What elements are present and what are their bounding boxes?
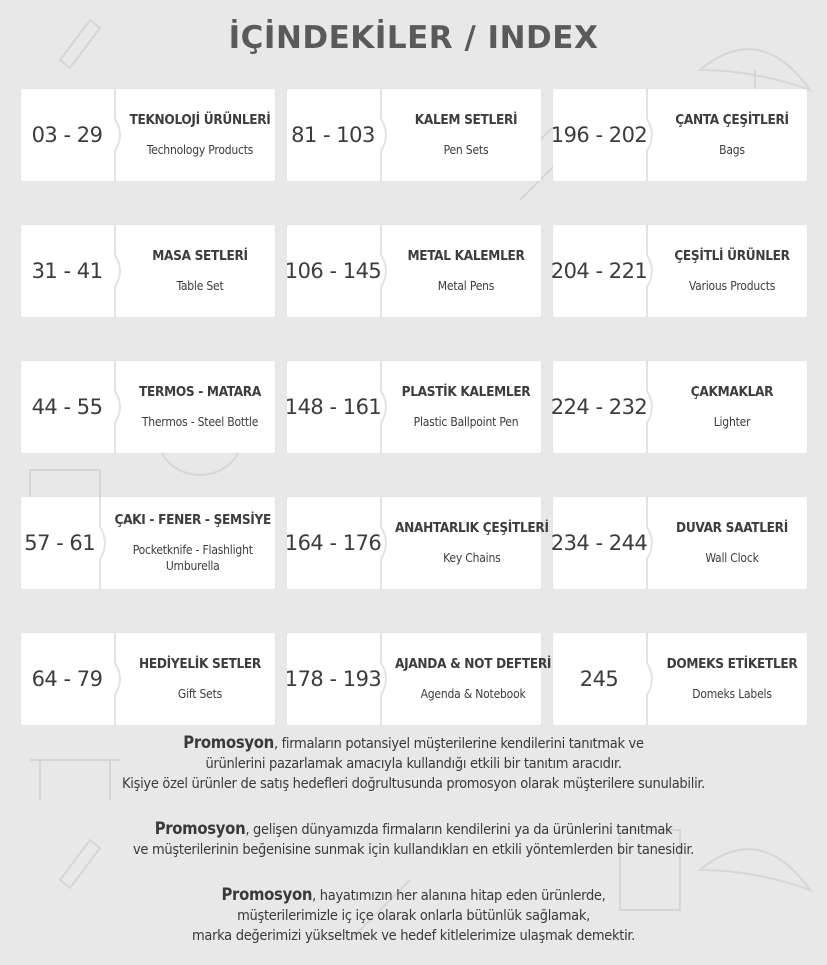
category-label <box>657 361 807 453</box>
description-paragraph <box>0 733 827 794</box>
page-range: 178 - 193 <box>284 667 382 691</box>
page-range: 64 - 79 <box>31 667 103 691</box>
description-line <box>0 906 827 926</box>
description-lead: Promosyon <box>183 733 274 752</box>
page-range: 245 <box>579 667 619 691</box>
description-text: , firmaların potansiyel müşterilerine kendilerini tanıtmak ve <box>273 736 644 752</box>
category-name-en: Technology Products <box>146 143 254 157</box>
category-name-tr: KALEM SETLERİ <box>414 112 518 128</box>
description-text: ve müşterilerinin beğenisine sunmak için kullandıkları en etkili yöntemlerden bir tanesidir. <box>133 842 694 858</box>
category-name-tr: HEDİYELİK SETLER <box>139 656 261 672</box>
description-line <box>0 885 827 906</box>
index-entry[interactable] <box>553 633 807 725</box>
index-entry[interactable] <box>284 361 541 453</box>
category-label <box>391 361 541 453</box>
page-range: 148 - 161 <box>284 395 382 419</box>
page-range: 204 - 221 <box>550 259 648 283</box>
page-range: 224 - 232 <box>550 395 648 419</box>
category-name-tr: METAL KALEMLER <box>407 248 525 264</box>
category-label <box>391 633 555 725</box>
index-entry[interactable] <box>550 361 807 453</box>
description-line <box>0 926 827 946</box>
index-entry[interactable] <box>287 89 541 181</box>
category-name-en: Pocketknife - Flashlight Umburella <box>132 543 253 573</box>
page-range: 31 - 41 <box>31 259 103 283</box>
category-label <box>657 225 807 317</box>
tab-divider <box>113 361 125 453</box>
index-entry[interactable] <box>21 89 275 181</box>
category-label <box>657 633 807 725</box>
category-label <box>125 633 275 725</box>
category-name-en: Gift Sets <box>177 687 223 701</box>
tab-divider <box>379 89 391 181</box>
description-text: Kişiye özel ürünler de satış hedefleri doğrultusunda promosyon olarak müşterilere sunulabilir. <box>122 776 705 792</box>
category-label <box>657 497 807 589</box>
index-entry[interactable] <box>550 225 807 317</box>
category-name-en: Lighter <box>713 415 751 429</box>
description-text: marka değerimizi yükseltmek ve hedef kitlelerimize ulaşmak demektir. <box>192 928 635 944</box>
category-label <box>391 89 541 181</box>
category-label <box>125 89 275 181</box>
page-range: 44 - 55 <box>31 395 103 419</box>
tab-divider <box>379 633 391 725</box>
tab-divider <box>645 633 657 725</box>
category-name-tr: ÇAKI - FENER - ŞEMSİYE <box>114 512 271 528</box>
description-paragraph <box>0 885 827 946</box>
description-line <box>0 774 827 794</box>
category-name-tr: TEKNOLOJİ ÜRÜNLERİ <box>129 112 271 128</box>
tab-divider <box>645 89 657 181</box>
tab-divider <box>98 497 110 589</box>
category-name-en: Domeks Labels <box>692 687 772 701</box>
index-grid <box>21 89 807 725</box>
description-text: , hayatımızın her alanına hitap eden ürünlerde, <box>312 888 606 904</box>
page-title: İÇİNDEKİLER / INDEX <box>228 20 599 56</box>
page-range: 03 - 29 <box>31 123 103 147</box>
promo-description <box>0 733 827 946</box>
index-entry[interactable] <box>284 497 549 589</box>
index-entry[interactable] <box>550 497 807 589</box>
description-line <box>0 754 827 774</box>
description-line <box>0 733 827 754</box>
category-name-en: Pen Sets <box>443 143 489 157</box>
description-line <box>0 819 827 840</box>
category-label <box>110 497 275 589</box>
category-name-en: Metal Pens <box>437 279 495 293</box>
tab-divider <box>113 633 125 725</box>
category-name-en: Plastic Ballpoint Pen <box>413 415 519 429</box>
page-range: 164 - 176 <box>284 531 382 555</box>
tab-divider <box>379 497 391 589</box>
description-line <box>0 840 827 860</box>
index-entry[interactable] <box>21 633 275 725</box>
index-entry[interactable] <box>284 633 552 725</box>
category-name-tr: ÇANTA ÇEŞİTLERİ <box>675 112 789 128</box>
category-name-tr: ANAHTARLIK ÇEŞİTLERİ <box>395 520 549 536</box>
description-lead: Promosyon <box>154 819 246 838</box>
description-lead: Promosyon <box>221 885 313 904</box>
page-range: 234 - 244 <box>550 531 648 555</box>
tab-divider <box>645 361 657 453</box>
category-name-en: Table Set <box>176 279 224 293</box>
index-entry[interactable] <box>21 361 275 453</box>
description-text: , gelişen dünyamızda firmaların kendilerini ya da ürünlerini tanıtmak <box>245 822 673 838</box>
category-name-tr: ÇAKMAKLAR <box>690 384 774 400</box>
category-name-tr: TERMOS - MATARA <box>139 384 261 400</box>
tab-divider <box>113 225 125 317</box>
tab-divider <box>379 361 391 453</box>
index-entry[interactable] <box>21 225 275 317</box>
category-label <box>125 225 275 317</box>
description-text: ürünlerini pazarlamak amacıyla kullandığı etkili bir tanıtım aracıdır. <box>205 756 622 772</box>
tab-divider <box>379 225 391 317</box>
category-name-tr: PLASTİK KALEMLER <box>401 384 531 400</box>
category-label <box>391 497 553 589</box>
index-entry[interactable] <box>284 225 541 317</box>
index-entry[interactable] <box>550 89 807 181</box>
tab-divider <box>645 497 657 589</box>
category-name-en: Various Products <box>688 279 776 293</box>
category-name-tr: AJANDA & NOT DEFTERİ <box>395 656 552 672</box>
page-range: 57 - 61 <box>24 531 96 555</box>
category-name-en: Bags <box>719 143 745 157</box>
page-range: 81 - 103 <box>291 123 375 147</box>
category-name-tr: DOMEKS ETİKETLER <box>666 656 798 672</box>
category-name-tr: MASA SETLERİ <box>152 248 248 264</box>
category-name-en: Wall Clock <box>705 551 759 565</box>
category-name-tr: DUVAR SAATLERİ <box>676 520 788 536</box>
category-label <box>391 225 541 317</box>
category-label <box>657 89 807 181</box>
tab-divider <box>645 225 657 317</box>
tab-divider <box>113 89 125 181</box>
description-text: müşterilerimizle iç içe olarak onlarla bütünlük sağlamak, <box>237 908 590 924</box>
page-range: 106 - 145 <box>284 259 382 283</box>
index-entry[interactable] <box>21 497 275 589</box>
page-range: 196 - 202 <box>550 123 648 147</box>
category-label <box>125 361 275 453</box>
category-name-tr: ÇEŞİTLİ ÜRÜNLER <box>674 248 790 264</box>
category-name-en: Key Chains <box>443 551 501 565</box>
category-name-en: Agenda & Notebook <box>420 687 526 701</box>
category-name-en: Thermos - Steel Bottle <box>141 415 259 429</box>
description-paragraph <box>0 819 827 860</box>
